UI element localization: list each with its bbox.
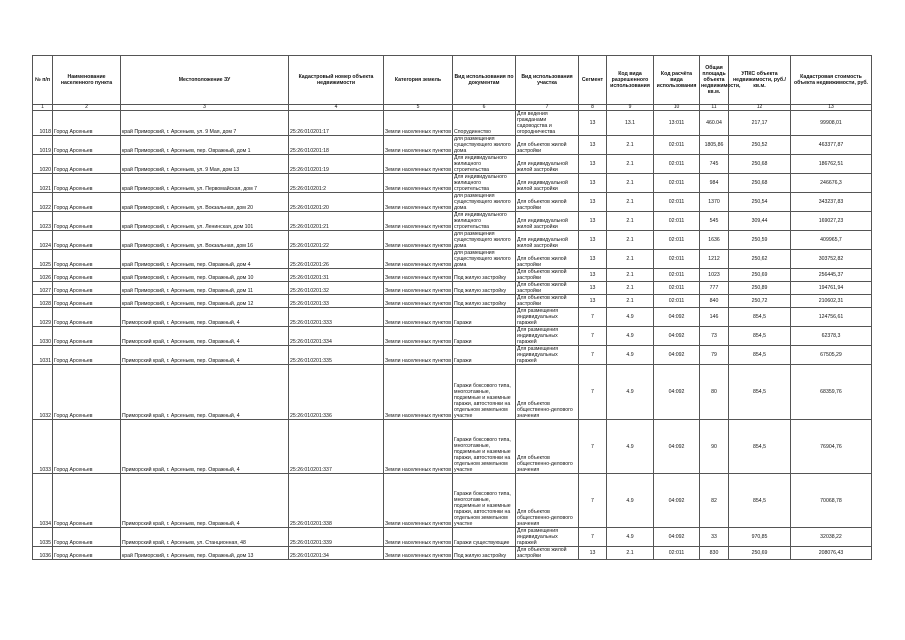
cadastral-value-cell: 67505,29 bbox=[791, 346, 872, 365]
doc-use-cell: Под жилую застройку bbox=[453, 282, 516, 295]
row-number-cell: 1032 bbox=[33, 365, 53, 420]
area-cell: 777 bbox=[700, 282, 729, 295]
column-number: 7 bbox=[516, 105, 579, 111]
row-number-cell: 1031 bbox=[33, 346, 53, 365]
row-number-cell: 1035 bbox=[33, 528, 53, 547]
row-number-cell: 1025 bbox=[33, 250, 53, 269]
cadastral-value-cell: 256445,37 bbox=[791, 269, 872, 282]
area-cell: 1212 bbox=[700, 250, 729, 269]
cadastral-value-cell: 99908,01 bbox=[791, 111, 872, 136]
calc-code-cell: 04:092 bbox=[654, 308, 700, 327]
area-cell: 745 bbox=[700, 155, 729, 174]
area-cell: 1636 bbox=[700, 231, 729, 250]
row-number-cell: 1022 bbox=[33, 193, 53, 212]
cadastral-number-cell: 25:26:010201:20 bbox=[289, 193, 384, 212]
segment-cell: 13 bbox=[579, 111, 607, 136]
doc-use-cell: Гаражи существующие bbox=[453, 528, 516, 547]
land-category-cell: Земли населенных пунктов bbox=[384, 528, 453, 547]
use-code-cell: 4.9 bbox=[607, 327, 654, 346]
area-cell: 1805,86 bbox=[700, 136, 729, 155]
segment-cell: 13 bbox=[579, 155, 607, 174]
row-number-cell: 1020 bbox=[33, 155, 53, 174]
segment-cell: 7 bbox=[579, 346, 607, 365]
table-row bbox=[33, 295, 872, 308]
cadastral-value-cell: 208076,43 bbox=[791, 547, 872, 560]
cadastral-value-cell: 62378,3 bbox=[791, 327, 872, 346]
plot-use-cell: Для объектов жилой застройки bbox=[516, 295, 579, 308]
area-cell: 840 bbox=[700, 295, 729, 308]
header-cell: Сегмент bbox=[579, 56, 607, 105]
cadastral-value-cell: 68359,76 bbox=[791, 365, 872, 420]
calc-code-cell: 02:011 bbox=[654, 174, 700, 193]
land-category-cell: Земли населенных пунктов bbox=[384, 327, 453, 346]
cadastral-number-cell: 25:26:010201:19 bbox=[289, 155, 384, 174]
cadastral-number-cell: 25:26:010201:33 bbox=[289, 295, 384, 308]
location-cell: край Приморский, г. Арсеньев, ул. Первомайская, дом 7 bbox=[121, 174, 289, 193]
header-cell: Вид использования участка bbox=[516, 56, 579, 105]
header-cell: Категория земель bbox=[384, 56, 453, 105]
plot-use-cell: Для индивидуальной жилой застройки bbox=[516, 155, 579, 174]
calc-code-cell: 02:011 bbox=[654, 547, 700, 560]
table-row bbox=[33, 231, 872, 250]
plot-use-cell: Для индивидуальной жилой застройки bbox=[516, 212, 579, 231]
settlement-cell: Город Арсеньев bbox=[53, 193, 121, 212]
segment-cell: 7 bbox=[579, 327, 607, 346]
upks-cell: 970,85 bbox=[729, 528, 791, 547]
area-cell: 1023 bbox=[700, 269, 729, 282]
settlement-cell: Город Арсеньев bbox=[53, 174, 121, 193]
upks-cell: 250,89 bbox=[729, 282, 791, 295]
header-cell: Местоположение ЗУ bbox=[121, 56, 289, 105]
table-row bbox=[33, 212, 872, 231]
land-category-cell: Земли населенных пунктов bbox=[384, 547, 453, 560]
segment-cell: 13 bbox=[579, 547, 607, 560]
cadastral-number-cell: 25:26:010201:26 bbox=[289, 250, 384, 269]
plot-use-cell: Для объектов общественно-делового значения bbox=[516, 474, 579, 528]
use-code-cell: 4.9 bbox=[607, 420, 654, 474]
doc-use-cell: для размещения существующего жилого дома bbox=[453, 231, 516, 250]
settlement-cell: Город Арсеньев bbox=[53, 282, 121, 295]
cadastral-value-cell: 32038,22 bbox=[791, 528, 872, 547]
location-cell: край Приморский, г. Арсеньев, ул. Вокзальная, дом 16 bbox=[121, 231, 289, 250]
segment-cell: 7 bbox=[579, 420, 607, 474]
area-cell: 146 bbox=[700, 308, 729, 327]
row-number-cell: 1034 bbox=[33, 474, 53, 528]
land-category-cell: Земли населенных пунктов bbox=[384, 474, 453, 528]
cadastral-value-cell: 463377,87 bbox=[791, 136, 872, 155]
use-code-cell: 4.9 bbox=[607, 346, 654, 365]
upks-cell: 250,72 bbox=[729, 295, 791, 308]
table-row bbox=[33, 155, 872, 174]
cadastral-number-cell: 25:26:010201:34 bbox=[289, 547, 384, 560]
upks-cell: 217,17 bbox=[729, 111, 791, 136]
cadastral-value-cell: 169027,23 bbox=[791, 212, 872, 231]
cadastral-number-cell: 25:26:010201:333 bbox=[289, 308, 384, 327]
doc-use-cell: для размещения существующего жилого дома bbox=[453, 250, 516, 269]
segment-cell: 7 bbox=[579, 365, 607, 420]
cadastral-number-cell: 25:26:010201:22 bbox=[289, 231, 384, 250]
row-number-cell: 1029 bbox=[33, 308, 53, 327]
location-cell: край Приморский, г. Арсеньев, пер. Овражный, дом 12 bbox=[121, 295, 289, 308]
settlement-cell: Город Арсеньев bbox=[53, 111, 121, 136]
segment-cell: 13 bbox=[579, 295, 607, 308]
location-cell: Приморский край, г. Арсеньев, пер. Овражный, 4 bbox=[121, 365, 289, 420]
settlement-cell: Город Арсеньев bbox=[53, 327, 121, 346]
upks-cell: 854,5 bbox=[729, 327, 791, 346]
row-number-cell: 1018 bbox=[33, 111, 53, 136]
table-row bbox=[33, 528, 872, 547]
settlement-cell: Город Арсеньев bbox=[53, 155, 121, 174]
column-number: 9 bbox=[607, 105, 654, 111]
land-category-cell: Земли населенных пунктов bbox=[384, 193, 453, 212]
segment-cell: 7 bbox=[579, 308, 607, 327]
header-cell: Вид использования по документам bbox=[453, 56, 516, 105]
cadastral-value-cell: 409965,7 bbox=[791, 231, 872, 250]
upks-cell: 854,5 bbox=[729, 308, 791, 327]
table-row bbox=[33, 346, 872, 365]
area-cell: 90 bbox=[700, 420, 729, 474]
plot-use-cell: Для индивидуальной жилой застройки bbox=[516, 231, 579, 250]
header-cell: УПКС объекта недвижимости, руб./кв.м. bbox=[729, 56, 791, 105]
table-row bbox=[33, 365, 872, 420]
doc-use-cell: Под жилую застройку bbox=[453, 547, 516, 560]
doc-use-cell: для размещения существующего жилого дома bbox=[453, 136, 516, 155]
segment-cell: 13 bbox=[579, 136, 607, 155]
column-number: 13 bbox=[791, 105, 872, 111]
column-number: 12 bbox=[729, 105, 791, 111]
calc-code-cell: 04:092 bbox=[654, 474, 700, 528]
use-code-cell: 2.1 bbox=[607, 193, 654, 212]
upks-cell: 854,5 bbox=[729, 474, 791, 528]
use-code-cell: 2.1 bbox=[607, 282, 654, 295]
calc-code-cell: 02:011 bbox=[654, 155, 700, 174]
calc-code-cell: 02:011 bbox=[654, 250, 700, 269]
plot-use-cell: Для размещения индивидуальных гаражей bbox=[516, 346, 579, 365]
row-number-cell: 1024 bbox=[33, 231, 53, 250]
upks-cell: 854,5 bbox=[729, 346, 791, 365]
cadastral-number-cell: 25:26:010201:21 bbox=[289, 212, 384, 231]
settlement-cell: Город Арсеньев bbox=[53, 295, 121, 308]
doc-use-cell: Гаражи боксового типа, многоэтажные, подземные и наземные гаражи, автостоянки на отдельном земельном участке bbox=[453, 474, 516, 528]
calc-code-cell: 04:092 bbox=[654, 327, 700, 346]
column-number: 5 bbox=[384, 105, 453, 111]
settlement-cell: Город Арсеньев bbox=[53, 474, 121, 528]
land-category-cell: Земли населенных пунктов bbox=[384, 111, 453, 136]
header-cell: Код вида разрешенного использования bbox=[607, 56, 654, 105]
upks-cell: 250,54 bbox=[729, 193, 791, 212]
plot-use-cell: Для размещения индивидуальных гаражей bbox=[516, 308, 579, 327]
column-number: 2 bbox=[53, 105, 121, 111]
land-category-cell: Земли населенных пунктов bbox=[384, 212, 453, 231]
upks-cell: 250,68 bbox=[729, 155, 791, 174]
use-code-cell: 2.1 bbox=[607, 174, 654, 193]
cadastral-value-cell: 303752,82 bbox=[791, 250, 872, 269]
location-cell: Приморский край, г. Арсеньев, пер. Овражный, 4 bbox=[121, 308, 289, 327]
doc-use-cell: Под жилую застройку bbox=[453, 295, 516, 308]
area-cell: 80 bbox=[700, 365, 729, 420]
land-category-cell: Земли населенных пунктов bbox=[384, 282, 453, 295]
plot-use-cell: Для объектов общественно-делового значения bbox=[516, 420, 579, 474]
area-cell: 82 bbox=[700, 474, 729, 528]
use-code-cell: 2.1 bbox=[607, 231, 654, 250]
calc-code-cell: 02:011 bbox=[654, 136, 700, 155]
table-row bbox=[33, 282, 872, 295]
table-row bbox=[33, 250, 872, 269]
doc-use-cell: Гаражи bbox=[453, 308, 516, 327]
use-code-cell: 4.9 bbox=[607, 308, 654, 327]
area-cell: 73 bbox=[700, 327, 729, 346]
use-code-cell: 2.1 bbox=[607, 212, 654, 231]
cadastral-number-cell: 25:26:010201:336 bbox=[289, 365, 384, 420]
plot-use-cell: Для объектов жилой застройки bbox=[516, 547, 579, 560]
segment-cell: 13 bbox=[579, 269, 607, 282]
column-number: 11 bbox=[700, 105, 729, 111]
table-body bbox=[33, 111, 872, 560]
land-category-cell: Земли населенных пунктов bbox=[384, 174, 453, 193]
use-code-cell: 2.1 bbox=[607, 295, 654, 308]
cadastral-number-cell: 25:26:010201:32 bbox=[289, 282, 384, 295]
table-row bbox=[33, 136, 872, 155]
plot-use-cell: Для ведения гражданами садоводства и огородничества bbox=[516, 111, 579, 136]
upks-cell: 854,5 bbox=[729, 420, 791, 474]
use-code-cell: 2.1 bbox=[607, 250, 654, 269]
settlement-cell: Город Арсеньев bbox=[53, 231, 121, 250]
calc-code-cell: 02:011 bbox=[654, 212, 700, 231]
doc-use-cell: Под жилую застройку bbox=[453, 269, 516, 282]
land-category-cell: Земли населенных пунктов bbox=[384, 365, 453, 420]
column-number: 3 bbox=[121, 105, 289, 111]
cadastral-value-cell: 210602,31 bbox=[791, 295, 872, 308]
plot-use-cell: Для размещения индивидуальных гаражей bbox=[516, 528, 579, 547]
location-cell: край Приморский, г. Арсеньев, ул. 9 Мая, дом 7 bbox=[121, 111, 289, 136]
cadastral-number-cell: 25:26:010201:337 bbox=[289, 420, 384, 474]
upks-cell: 250,59 bbox=[729, 231, 791, 250]
calc-code-cell: 04:092 bbox=[654, 365, 700, 420]
segment-cell: 7 bbox=[579, 528, 607, 547]
doc-use-cell: Для индивидуального жилищного строительства bbox=[453, 155, 516, 174]
column-number: 8 bbox=[579, 105, 607, 111]
cadastral-number-cell: 25:26:010201:339 bbox=[289, 528, 384, 547]
area-cell: 830 bbox=[700, 547, 729, 560]
plot-use-cell: Для размещения индивидуальных гаражей bbox=[516, 327, 579, 346]
doc-use-cell: Для индивидуального жилищного строительства bbox=[453, 212, 516, 231]
location-cell: Приморский край, г. Арсеньев, пер. Овражный, 4 bbox=[121, 420, 289, 474]
plot-use-cell: Для объектов жилой застройки bbox=[516, 193, 579, 212]
cadastral-number-cell: 25:26:010201:17 bbox=[289, 111, 384, 136]
row-number-cell: 1026 bbox=[33, 269, 53, 282]
column-number: 10 bbox=[654, 105, 700, 111]
settlement-cell: Город Арсеньев bbox=[53, 250, 121, 269]
doc-use-cell: Для индивидуального жилищного строительства bbox=[453, 174, 516, 193]
doc-use-cell: Спорудиннство bbox=[453, 111, 516, 136]
plot-use-cell: Для объектов жилой застройки bbox=[516, 136, 579, 155]
header-cell: Кадастровая стоимость объекта недвижимости, руб. bbox=[791, 56, 872, 105]
use-code-cell: 2.1 bbox=[607, 155, 654, 174]
doc-use-cell: Гаражи bbox=[453, 346, 516, 365]
plot-use-cell: Для индивидуальной жилой застройки bbox=[516, 174, 579, 193]
land-category-cell: Земли населенных пунктов bbox=[384, 231, 453, 250]
location-cell: Приморский край, г. Арсеньев, пер. Овражный, 4 bbox=[121, 474, 289, 528]
settlement-cell: Город Арсеньев bbox=[53, 547, 121, 560]
row-number-cell: 1028 bbox=[33, 295, 53, 308]
calc-code-cell: 04:092 bbox=[654, 528, 700, 547]
settlement-cell: Город Арсеньев bbox=[53, 346, 121, 365]
location-cell: край Приморский, г. Арсеньев, ул. Вокзальная, дом 20 bbox=[121, 193, 289, 212]
plot-use-cell: Для объектов общественно-делового значения bbox=[516, 365, 579, 420]
cadastral-number-cell: 25:26:010201:31 bbox=[289, 269, 384, 282]
settlement-cell: Город Арсеньев bbox=[53, 420, 121, 474]
upks-cell: 250,68 bbox=[729, 174, 791, 193]
row-number-cell: 1021 bbox=[33, 174, 53, 193]
upks-cell: 250,69 bbox=[729, 547, 791, 560]
land-category-cell: Земли населенных пунктов bbox=[384, 295, 453, 308]
segment-cell: 13 bbox=[579, 174, 607, 193]
row-number-cell: 1019 bbox=[33, 136, 53, 155]
use-code-cell: 4.9 bbox=[607, 528, 654, 547]
area-cell: 984 bbox=[700, 174, 729, 193]
use-code-cell: 2.1 bbox=[607, 136, 654, 155]
segment-cell: 13 bbox=[579, 282, 607, 295]
upks-cell: 250,52 bbox=[729, 136, 791, 155]
land-category-cell: Земли населенных пунктов bbox=[384, 308, 453, 327]
upks-cell: 309,44 bbox=[729, 212, 791, 231]
location-cell: край Приморский, г. Арсеньев, пер. Овражный, дом 1 bbox=[121, 136, 289, 155]
row-number-cell: 1023 bbox=[33, 212, 53, 231]
doc-use-cell: Гаражи боксового типа, многоэтажные, подземные и наземные гаражи, автостоянки на отдельном земельном участке bbox=[453, 365, 516, 420]
land-category-cell: Земли населенных пунктов bbox=[384, 155, 453, 174]
use-code-cell: 4.9 bbox=[607, 365, 654, 420]
location-cell: Приморский край, г. Арсеньев, ул. Станционная, 48 bbox=[121, 528, 289, 547]
cadastral-value-table bbox=[32, 55, 872, 560]
cadastral-number-cell: 25:26:010201:334 bbox=[289, 327, 384, 346]
area-cell: 460.04 bbox=[700, 111, 729, 136]
area-cell: 545 bbox=[700, 212, 729, 231]
land-category-cell: Земли населенных пунктов bbox=[384, 250, 453, 269]
calc-code-cell: 02:011 bbox=[654, 282, 700, 295]
header-row bbox=[33, 56, 872, 105]
land-category-cell: Земли населенных пунктов bbox=[384, 346, 453, 365]
row-number-cell: 1036 bbox=[33, 547, 53, 560]
location-cell: край Приморский, г. Арсеньев, пер. Овражный, дом 4 bbox=[121, 250, 289, 269]
location-cell: Приморский край, г. Арсеньев, пер. Овражный, 4 bbox=[121, 346, 289, 365]
segment-cell: 13 bbox=[579, 193, 607, 212]
header-cell: Наименование населенного пункта bbox=[53, 56, 121, 105]
cadastral-number-cell: 25:26:010201:2 bbox=[289, 174, 384, 193]
row-number-cell: 1030 bbox=[33, 327, 53, 346]
segment-cell: 13 bbox=[579, 231, 607, 250]
calc-code-cell: 02:011 bbox=[654, 295, 700, 308]
cadastral-number-cell: 25:26:010201:18 bbox=[289, 136, 384, 155]
table-row bbox=[33, 193, 872, 212]
settlement-cell: Город Арсеньев bbox=[53, 269, 121, 282]
segment-cell: 13 bbox=[579, 212, 607, 231]
calc-code-cell: 02:011 bbox=[654, 193, 700, 212]
upks-cell: 854,5 bbox=[729, 365, 791, 420]
use-code-cell: 13.1 bbox=[607, 111, 654, 136]
cadastral-value-cell: 186762,51 bbox=[791, 155, 872, 174]
cadastral-value-cell: 246676,3 bbox=[791, 174, 872, 193]
location-cell: край Приморский, г. Арсеньев, ул. 9 Мая, дом 13 bbox=[121, 155, 289, 174]
settlement-cell: Город Арсеньев bbox=[53, 136, 121, 155]
row-number-cell: 1033 bbox=[33, 420, 53, 474]
plot-use-cell: Для объектов жилой застройки bbox=[516, 282, 579, 295]
table-row bbox=[33, 474, 872, 528]
plot-use-cell: Для объектов жилой застройки bbox=[516, 250, 579, 269]
calc-code-cell: 13:011 bbox=[654, 111, 700, 136]
column-number: 1 bbox=[33, 105, 53, 111]
settlement-cell: Город Арсеньев bbox=[53, 308, 121, 327]
plot-use-cell: Для объектов жилой застройки bbox=[516, 269, 579, 282]
calc-code-cell: 04:092 bbox=[654, 346, 700, 365]
doc-use-cell: для размещения существующего жилого дома bbox=[453, 193, 516, 212]
land-category-cell: Земли населенных пунктов bbox=[384, 136, 453, 155]
calc-code-cell: 04:092 bbox=[654, 420, 700, 474]
location-cell: край Приморский, г. Арсеньев, пер. Овражный, дом 11 bbox=[121, 282, 289, 295]
header-cell: Общая площадь объекта недвижимости, кв.м. bbox=[700, 56, 729, 105]
area-cell: 33 bbox=[700, 528, 729, 547]
use-code-cell: 2.1 bbox=[607, 547, 654, 560]
table-row bbox=[33, 547, 872, 560]
calc-code-cell: 02:011 bbox=[654, 269, 700, 282]
header-cell: Код расчёта вида использования bbox=[654, 56, 700, 105]
table-row bbox=[33, 174, 872, 193]
land-category-cell: Земли населенных пунктов bbox=[384, 420, 453, 474]
header-cell: № п/п bbox=[33, 56, 53, 105]
table-row bbox=[33, 269, 872, 282]
doc-use-cell: Гаражи боксового типа, многоэтажные, подземные и наземные гаражи, автостоянки на отдельном земельном участке bbox=[453, 420, 516, 474]
table-row bbox=[33, 420, 872, 474]
upks-cell: 250,69 bbox=[729, 269, 791, 282]
use-code-cell: 2.1 bbox=[607, 269, 654, 282]
location-cell: край Приморский, г. Арсеньев, ул. Ленинская, дом 101 bbox=[121, 212, 289, 231]
cadastral-value-cell: 124756,61 bbox=[791, 308, 872, 327]
table-row bbox=[33, 327, 872, 346]
column-number: 6 bbox=[453, 105, 516, 111]
row-number-cell: 1027 bbox=[33, 282, 53, 295]
use-code-cell: 4.9 bbox=[607, 474, 654, 528]
segment-cell: 7 bbox=[579, 474, 607, 528]
doc-use-cell: Гаражи bbox=[453, 327, 516, 346]
area-cell: 79 bbox=[700, 346, 729, 365]
segment-cell: 13 bbox=[579, 250, 607, 269]
cadastral-number-cell: 25:26:010201:335 bbox=[289, 346, 384, 365]
area-cell: 1370 bbox=[700, 193, 729, 212]
cadastral-value-cell: 76904,76 bbox=[791, 420, 872, 474]
land-category-cell: Земли населенных пунктов bbox=[384, 269, 453, 282]
upks-cell: 250,62 bbox=[729, 250, 791, 269]
table-row bbox=[33, 111, 872, 136]
cadastral-value-cell: 70068,78 bbox=[791, 474, 872, 528]
location-cell: край Приморский, г. Арсеньев, пер. Овражный, дом 13 bbox=[121, 547, 289, 560]
settlement-cell: Город Арсеньев bbox=[53, 365, 121, 420]
calc-code-cell: 02:011 bbox=[654, 231, 700, 250]
header-cell: Кадастровый номер объекта недвижимости bbox=[289, 56, 384, 105]
location-cell: Приморский край, г. Арсеньев, пер. Овражный, 4 bbox=[121, 327, 289, 346]
table-row bbox=[33, 308, 872, 327]
settlement-cell: Город Арсеньев bbox=[53, 212, 121, 231]
cadastral-value-cell: 194761,94 bbox=[791, 282, 872, 295]
settlement-cell: Город Арсеньев bbox=[53, 528, 121, 547]
cadastral-value-cell: 343237,83 bbox=[791, 193, 872, 212]
location-cell: край Приморский, г. Арсеньев, пер. Овражный, дом 10 bbox=[121, 269, 289, 282]
cadastral-number-cell: 25:26:010201:338 bbox=[289, 474, 384, 528]
column-number: 4 bbox=[289, 105, 384, 111]
